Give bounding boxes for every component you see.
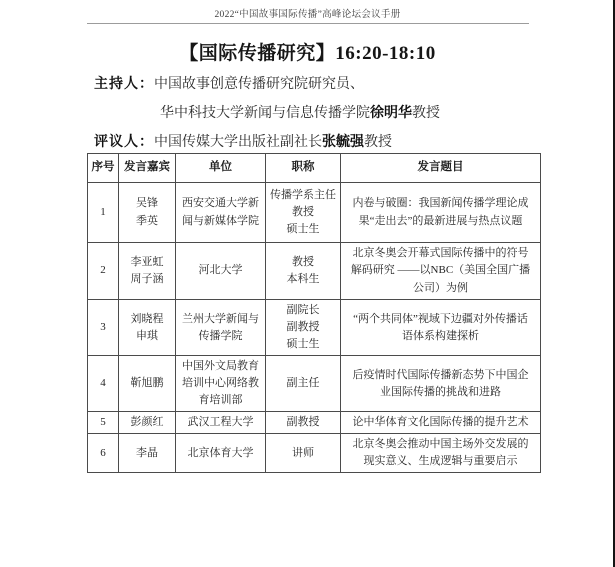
host-name: 徐明华 (370, 106, 412, 121)
cell-titles: 副院长 副教授 硕士生 (266, 300, 341, 356)
cell-guests: 吴锋 季英 (119, 183, 176, 243)
cell-organization: 中国外文局教育培训中心网络教育培训部 (176, 356, 266, 412)
cell-organization: 兰州大学新闻与传播学院 (176, 300, 266, 356)
reviewer-title: 教授 (364, 135, 392, 150)
cell-number: 3 (88, 300, 119, 356)
table-row (88, 356, 541, 412)
column-header-2: 单位 (176, 154, 266, 183)
column-header-4: 发言题目 (341, 154, 541, 183)
cell-organization: 河北大学 (176, 243, 266, 300)
document-header: 2022“中国故事国际传播”高峰论坛会议手册 (214, 10, 401, 20)
cell-guests: 彭颜红 (119, 412, 176, 434)
cell-topic: 内卷与破圈：我国新闻传播学理论成果“走出去”的最新进展与热点议题 (341, 183, 541, 243)
host-title: 教授 (412, 106, 440, 121)
cell-titles: 副主任 (266, 356, 341, 412)
cell-topic: 后疫情时代国际传播新态势下中国企业国际传播的挑战和进路 (341, 356, 541, 412)
column-header-0: 序号 (88, 154, 119, 183)
reviewer-line (94, 131, 392, 151)
cell-titles: 副教授 (266, 412, 341, 434)
table-row (88, 243, 541, 300)
host-text: 中国故事创意传播研究院研究员、 (154, 77, 364, 92)
cell-titles: 教授 本科生 (266, 243, 341, 300)
cell-number: 1 (88, 183, 119, 243)
table-row (88, 434, 541, 473)
host-affiliation: 华中科技大学新闻与信息传播学院 (160, 106, 370, 121)
cell-guests: 李亚虹 周子涵 (119, 243, 176, 300)
cell-number: 5 (88, 412, 119, 434)
cell-titles: 传播学系主任 教授 硕士生 (266, 183, 341, 243)
table-row (88, 183, 541, 243)
cell-organization: 北京体育大学 (176, 434, 266, 473)
cell-topic: 北京冬奥会推动中国主场外交发展的现实意义、生成逻辑与重要启示 (341, 434, 541, 473)
cell-number: 4 (88, 356, 119, 412)
host-label: 主持人： (94, 77, 154, 92)
column-header-1: 发言嘉宾 (119, 154, 176, 183)
cell-topic: “两个共同体”视域下边疆对外传播话语体系构建探析 (341, 300, 541, 356)
cell-organization: 西安交通大学新闻与新媒体学院 (176, 183, 266, 243)
cell-number: 6 (88, 434, 119, 473)
table-row (88, 300, 541, 356)
speaker-table (87, 153, 541, 473)
column-header-3: 职称 (266, 154, 341, 183)
table-row (88, 412, 541, 434)
cell-guests: 刘晓程 申琪 (119, 300, 176, 356)
cell-topic: 论中华体育文化国际传播的提升艺术 (341, 412, 541, 434)
reviewer-label: 评议人： (94, 135, 154, 150)
speaker-table-body (88, 183, 541, 473)
reviewer-affiliation: 中国传媒大学出版社副社长 (154, 135, 322, 150)
header-rule (87, 23, 529, 24)
reviewer-name: 张毓强 (322, 135, 364, 150)
host-line-1 (94, 73, 364, 93)
section-title: 【国际传播研究】16:20-18:10 (179, 43, 436, 64)
cell-guests: 李晶 (119, 434, 176, 473)
host-line-2 (160, 102, 440, 122)
cell-guests: 靳旭鹏 (119, 356, 176, 412)
cell-organization: 武汉工程大学 (176, 412, 266, 434)
cell-topic: 北京冬奥会开幕式国际传播中的符号解码研究 ——以NBC（美国全国广播公司）为例 (341, 243, 541, 300)
speaker-table-header-row (88, 154, 541, 183)
cell-number: 2 (88, 243, 119, 300)
cell-titles: 讲师 (266, 434, 341, 473)
